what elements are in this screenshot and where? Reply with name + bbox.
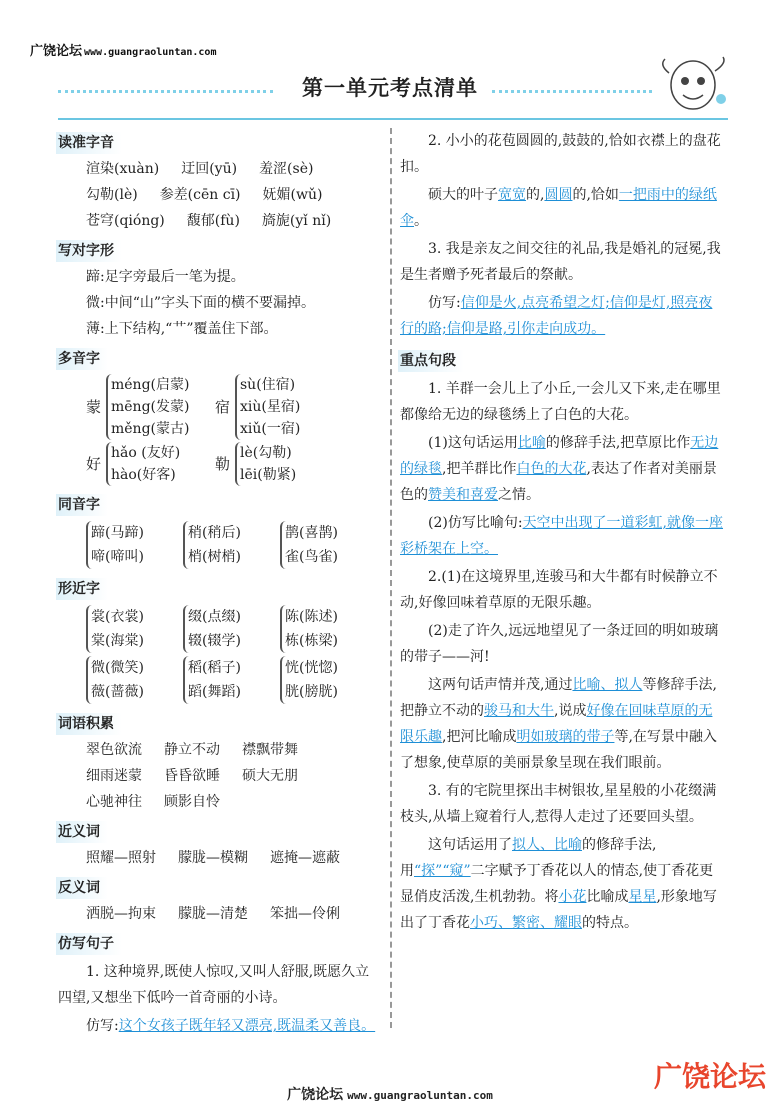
analysis: (1)这句话运用比喻的修辞手法,把草原比作无边的绿毯,把羊群比作白色的大花,表达了作者对美丽景色的赞美和喜爱之情。 [400, 435, 719, 503]
left-column [58, 126, 380, 1041]
mascot-icon [655, 55, 735, 120]
section-heading: 多音字 [56, 348, 108, 370]
pinyin-row: 勾勒(lè) 参差(cēn cī) 妩媚(wǔ) [86, 187, 323, 203]
pinyin-row: 苍穹(qióng) 馥郁(fù) 旖旎(yǐ nǐ) [86, 213, 332, 229]
similar-char-row: 微(微笑) 薇(蔷薇) 稻(稻子) 蹈(舞蹈) 恍(恍惚) 胱(膀胱) [58, 656, 380, 704]
polyphone-group: 好 hǎo (友好) hào(好客) 勒 lè(勾勒) lēi(勒紧) [58, 442, 380, 486]
polyphone-group: 蒙 méng(启蒙) mēng(发蒙) měng(蒙古) 宿 sù(住宿) xiù(星宿) xiǔ(一宿) [58, 374, 380, 440]
antonym-row: 洒脱—拘束 朦胧—清楚 笨拙—伶俐 [86, 906, 340, 922]
header-rule [58, 118, 728, 120]
header-site [30, 40, 216, 59]
column-divider [390, 128, 392, 1028]
imitation-answer: 硕大的叶子宽宽的,圆圆的,恰如一把雨中的绿纸伞。 [400, 187, 717, 229]
pinyin-row: 渲染(xuàn) 迂回(yū) 羞涩(sè) [86, 161, 314, 177]
section-heading: 仿写句子 [56, 933, 122, 955]
section-heading: 形近字 [56, 578, 108, 600]
title-dots-right [492, 90, 652, 93]
analysis: 这两句话声情并茂,通过比喻、拟人等修辞手法,把静立不动的骏马和大牛,说成好像在回味草原的无限乐趣,把河比喻成明如玻璃的带子等,在写景中融入了想象,使草原的美丽景象呈现在我们眼前。 [400, 677, 717, 771]
analysis: 这句话运用了拟人、比喻的修辞手法,用“探”“窥”二字赋予丁香花以人的情态,使丁香花更显俏皮活泼,生机勃勃。将小花比喻成星星,形象地写出了丁香花小巧、繁密、耀眼的特点。 [400, 837, 717, 931]
analysis: (2)仿写比喻句:天空中出现了一道彩虹,就像一座彩桥架在上空。 [400, 515, 724, 557]
model-sentence: 3. 我是亲友之间交往的礼品,我是婚礼的冠冕,我是生者赠予死者最后的祭献。 [400, 241, 721, 283]
section-heading: 近义词 [56, 821, 108, 843]
site-url[interactable]: www.guangraoluntan.com [84, 47, 217, 58]
model-sentence: 2. 小小的花苞圆圆的,鼓鼓的,恰如衣襟上的盘花扣。 [400, 133, 721, 175]
imitation-answer: 仿写:信仰是火,点亮希望之灯;信仰是灯,照亮夜行的路;信仰是路,引你走向成功。 [400, 295, 713, 337]
footer-url[interactable]: www.guangraoluntan.com [347, 1089, 493, 1102]
site-name: 广饶论坛 [30, 44, 83, 59]
right-column [400, 126, 725, 938]
glyph-tip: 微:中间“山”字头下面的横不要漏掉。 [86, 295, 316, 311]
watermark-logo: 广饶论坛 [653, 1060, 766, 1093]
glyph-tip: 蹄:足字旁最后一笔为提。 [86, 269, 245, 285]
key-passage: 2.(1)在这境界里,连骏马和大牛都有时候静立不动,好像回味着草原的无限乐趣。 [400, 569, 718, 611]
vocab-row: 心驰神往 顾影自怜 [86, 794, 220, 810]
section-heading: 重点句段 [398, 350, 464, 372]
vocab-row: 翠色欲流 静立不动 襟飘带舞 [86, 742, 298, 758]
section-heading: 写对字形 [56, 240, 122, 262]
footer-site-name: 广饶论坛 [287, 1087, 344, 1103]
synonym-row: 照耀—照射 朦胧—模糊 遮掩—遮蔽 [86, 850, 340, 866]
glyph-tip: 薄:上下结构,“艹”覆盖住下部。 [86, 321, 278, 337]
section-heading: 反义词 [56, 877, 108, 899]
section-heading: 同音字 [56, 494, 108, 516]
imitation-answer: 仿写:这个女孩子既年轻又漂亮,既温柔又善良。 [86, 1018, 376, 1034]
key-passage: 3. 有的宅院里探出丰树银妆,星星般的小花缀满枝头,从墙上窥着行人,惹得人走过了还要回头望。 [400, 783, 717, 825]
section-heading: 词语积累 [56, 713, 122, 735]
page-title: 第一单元考点清单 [302, 76, 478, 100]
similar-char-row: 裳(衣裳) 棠(海棠) 缀(点缀) 辍(辍学) 陈(陈述) 栋(栋梁) [58, 605, 380, 653]
vocab-row: 细雨迷蒙 昏昏欲睡 硕大无朋 [86, 768, 298, 784]
model-sentence: 1. 这种境界,既使人惊叹,又叫人舒服,既愿久立四望,又想坐下低吟一首奇丽的小诗。 [58, 964, 370, 1006]
key-passage: (2)走了许久,远远地望见了一条迂回的明如玻璃的带子——河! [400, 623, 719, 665]
homophone-row: 蹄(马蹄) 啼(啼叫) 稍(稍后) 梢(树梢) 鹊(喜鹊) 雀(鸟雀) [58, 521, 380, 569]
section-heading: 读准字音 [56, 132, 122, 154]
key-passage: 1. 羊群一会儿上了小丘,一会儿又下来,走在哪里都像给无边的绿毯绣上了白色的大花。 [400, 381, 721, 423]
